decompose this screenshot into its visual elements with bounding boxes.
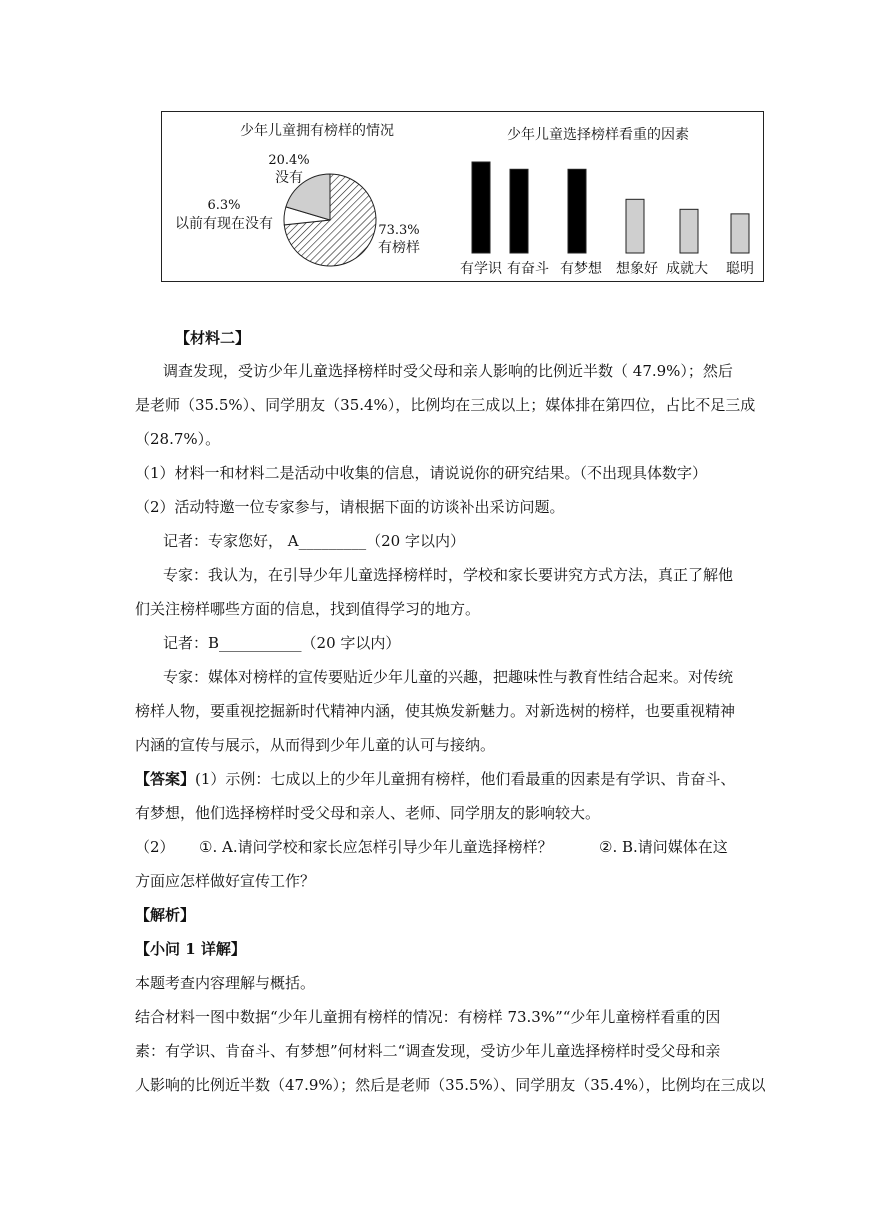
bar-chart-title: 少年儿童选择榜样看重的因素 <box>507 127 689 143</box>
analysis-line-2: 结合材料一图中数据“少年儿童拥有榜样的情况：有榜样 73.3%”“少年儿童榜样看重的因 <box>135 1008 721 1026</box>
bar-label-5: 聪明 <box>726 261 754 277</box>
bar-2 <box>568 169 586 253</box>
material2-line-2: 是老师（35.5%）、同学朋友（35.4%），比例均在三成以上；媒体排在第四位，占比不足三成 <box>135 396 756 414</box>
sub-question-1-heading: 【小问 1 详解】 <box>135 940 246 958</box>
bar-4 <box>680 209 698 253</box>
bar-label-0: 有学识 <box>460 261 502 277</box>
answer-2-line-2: 方面应怎样做好宣传工作？ <box>135 872 316 890</box>
analysis-heading: 【解析】 <box>135 906 196 924</box>
answer-line-2: 有梦想，他们选择榜样时受父母和亲人、老师、同学朋友的影响较大。 <box>135 804 601 822</box>
answer-2-option-b: ②. B.请问媒体在这 <box>599 838 728 856</box>
survey-figure <box>161 111 764 282</box>
bar-chart <box>460 162 754 277</box>
expert-answer-2-line-3: 内涵的宣传与展示，从而得到少年儿童的认可与接纳。 <box>135 736 496 754</box>
expert-answer-2-line-2: 榜样人物，要重视挖掘新时代精神内涵，使其焕发新魅力。对新选树的榜样，也要重视精神 <box>135 702 736 720</box>
analysis-line-3: 素：有学识、肯奋斗、有梦想”何材料二“调查发现，受访少年儿童选择榜样时受父母和亲 <box>135 1042 721 1060</box>
bar-1 <box>510 169 528 253</box>
bar-5 <box>731 214 749 253</box>
bar-label-3: 想象好 <box>616 261 658 277</box>
answer-2-option-a: ①. A.请问学校和家长应怎样引导少年儿童选择榜样？ <box>199 838 553 856</box>
analysis-line-4: 人影响的比例近半数（47.9%）；然后是老师（35.5%）、同学朋友（35.4%），比例均在三成以 <box>135 1076 766 1094</box>
bar-3 <box>626 199 644 253</box>
answer-line-1 <box>135 768 735 789</box>
pie-label-has-name: 有榜样 <box>378 240 420 256</box>
figure-svg <box>162 112 765 283</box>
pie-label-none-pct: 20.4% <box>268 153 310 168</box>
pie-chart <box>284 174 376 266</box>
reporter-question-b: 记者：B___________（20 字以内） <box>163 634 401 652</box>
question-1: （1）材料一和材料二是活动中收集的信息，请说说你的研究结果。（不出现具体数字） <box>135 464 708 482</box>
pie-label-former-name: 以前有现在没有 <box>175 216 273 232</box>
answer-2-prefix: （2） <box>135 838 175 856</box>
expert-answer-1-line-1: 专家：我认为，在引导少年儿童选择榜样时，学校和家长要讲究方式方法，真正了解他 <box>163 566 734 584</box>
pie-chart-title: 少年儿童拥有榜样的情况 <box>240 123 394 139</box>
material2-heading: 【材料二】 <box>175 329 251 347</box>
pie-label-none-name: 没有 <box>275 170 303 186</box>
pie-label-former-pct: 6.3% <box>207 198 241 213</box>
bar-0 <box>472 162 490 253</box>
bar-label-2: 有梦想 <box>560 261 602 277</box>
material2-line-3: （28.7%）。 <box>135 430 221 448</box>
pie-label-has-pct: 73.3% <box>378 223 420 238</box>
analysis-line-1: 本题考查内容理解与概括。 <box>135 974 316 992</box>
answer-line-1-text: (1）示例：七成以上的少年儿童拥有榜样，他们看最重的因素是有学识、肯奋斗、 <box>195 770 736 788</box>
bar-label-1: 有奋斗 <box>507 261 549 277</box>
answer-label: 【答案】 <box>135 770 196 788</box>
bar-label-4: 成就大 <box>666 261 708 277</box>
material2-line-1: 调查发现，受访少年儿童选择榜样时受父母和亲人影响的比例近半数（ 47.9%）；然后 <box>163 362 733 380</box>
reporter-question-a: 记者：专家您好， A_________（20 字以内） <box>163 532 465 550</box>
expert-answer-2-line-1: 专家：媒体对榜样的宣传要贴近少年儿童的兴趣，把趣味性与教育性结合起来。对传统 <box>163 668 734 686</box>
question-2: （2）活动特邀一位专家参与，请根据下面的访谈补出采访问题。 <box>135 498 565 516</box>
expert-answer-1-line-2: 们关注榜样哪些方面的信息，找到值得学习的地方。 <box>135 600 481 618</box>
